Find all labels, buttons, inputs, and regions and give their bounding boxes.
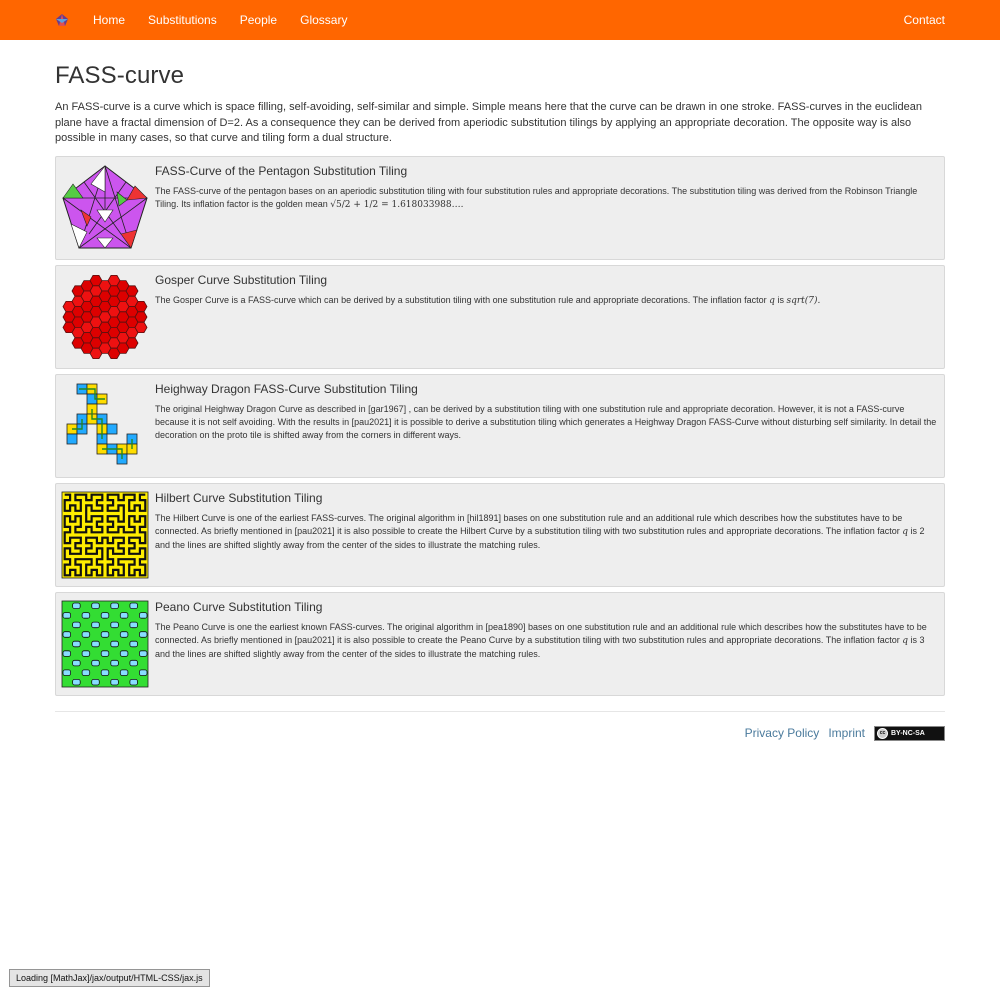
mathjax-loading-status: Loading [MathJax]/jax/output/HTML-CSS/jax.js bbox=[9, 969, 210, 987]
card-title: Hilbert Curve Substitution Tiling bbox=[155, 490, 323, 505]
nav-substitutions-link[interactable]: Substitutions bbox=[148, 13, 217, 27]
card-heighway-dragon[interactable] bbox=[55, 374, 945, 478]
pentagon-tiling-image[interactable] bbox=[61, 162, 149, 254]
creative-commons-icon: cc bbox=[877, 728, 888, 739]
footer bbox=[55, 726, 945, 741]
card-title: FASS-Curve of the Pentagon Substitution Tiling bbox=[155, 163, 408, 178]
hilbert-curve-image[interactable] bbox=[61, 489, 149, 581]
card-title: Gosper Curve Substitution Tiling bbox=[155, 272, 328, 287]
card-gosper[interactable] bbox=[55, 265, 945, 369]
nav-glossary-link[interactable]: Glossary bbox=[300, 13, 348, 27]
top-navbar bbox=[0, 0, 1000, 40]
card-description: The Peano Curve is one the earliest known FASS-curves. The original algorithm in [pea1890] bases on one substitution rule and an additional rule which describes how the substitutes have to be connected. As briefly mentioned in [pau2021] it is also possible to create the Peano Curve by a substitution tiling with two substitution rules and appropriate decorations. The inflation factor q is 3 and the lines are shifted slightly away from the center of the sides to illustrate the matching rules. bbox=[155, 621, 927, 660]
page-title: FASS-curve bbox=[55, 62, 185, 89]
card-hilbert[interactable] bbox=[55, 483, 945, 587]
nav-contact-link[interactable]: Contact bbox=[903, 13, 945, 27]
gosper-tiling-image[interactable] bbox=[61, 271, 149, 363]
card-description: The FASS-curve of the pentagon bases on an aperiodic substitution tiling with four substitution rules and appropriate decorations. The substitution tiling was derived from the Robinson Triangle Tiling. Its inflation factor is the golden mean √5/2 + 1/2 = 1.618033988…. bbox=[155, 185, 918, 210]
card-pentagon[interactable] bbox=[55, 156, 945, 260]
privacy-policy-link[interactable]: Privacy Policy bbox=[744, 726, 820, 740]
footer-divider bbox=[55, 711, 945, 712]
card-title: Peano Curve Substitution Tiling bbox=[155, 599, 323, 614]
nav-home-link[interactable]: Home bbox=[93, 13, 126, 27]
imprint-link[interactable]: Imprint bbox=[828, 726, 865, 740]
card-description: The Gosper Curve is a FASS-curve which can be derived by a substitution tiling with one substitution rule and appropriate decorations. The inflation factor q is sqrt(7). bbox=[155, 294, 821, 306]
cc-license-badge[interactable]: cc BY-NC-SA bbox=[874, 726, 945, 741]
card-description: The original Heighway Dragon Curve as described in [gar1967] , can be derived by a substitution tiling with one substitution rule and appropriate decoration. However, it is not a FASS-curve because it is not self avoiding. With the results in [pau2021] it is possible to derive a substitution tiling which generates a Heighway Dragon FASS-Curve without disturbing self similarity. In detail the decoration on the proto tile is shifted away from the corners in different ways. bbox=[155, 403, 937, 441]
golden-mean-formula: √5/2 + 1/2 = 1.618033988…. bbox=[330, 199, 464, 210]
heighway-dragon-image[interactable] bbox=[61, 380, 149, 472]
card-description: The Hilbert Curve is one of the earliest FASS-curves. The original algorithm in [hil1891] bases on one substitution rule and an additional rule which describes how the substitutes have to be connected. As briefly mentioned in [pau2021] it is also possible to create the Hilbert Curve by a substitution tiling with two substitution rules and appropriate decorations. The inflation factor q is 2 and the lines are shifted slightly away from the center of the sides to illustrate the matching rules. bbox=[155, 512, 925, 551]
peano-curve-image[interactable] bbox=[61, 598, 149, 690]
main-content bbox=[0, 62, 1000, 741]
nav-people-link[interactable]: People bbox=[239, 13, 278, 27]
card-title: Heighway Dragon FASS-Curve Substitution Tiling bbox=[155, 381, 418, 396]
card-peano[interactable] bbox=[55, 592, 945, 696]
intro-paragraph: An FASS-curve is a curve which is space filling, self-avoiding, self-similar and simple. Simple means here that the curve can be drawn in one stroke. FASS-curves in the euclidean plane have a fractal dimension of D=2. As a consequence they can be derived from aperiodic substitution tilings by applying an appropriate decoration. The opposite way is also possible in many cases, so that curve and tiling form a dual structure. bbox=[55, 101, 922, 144]
site-logo-icon[interactable] bbox=[55, 13, 69, 27]
